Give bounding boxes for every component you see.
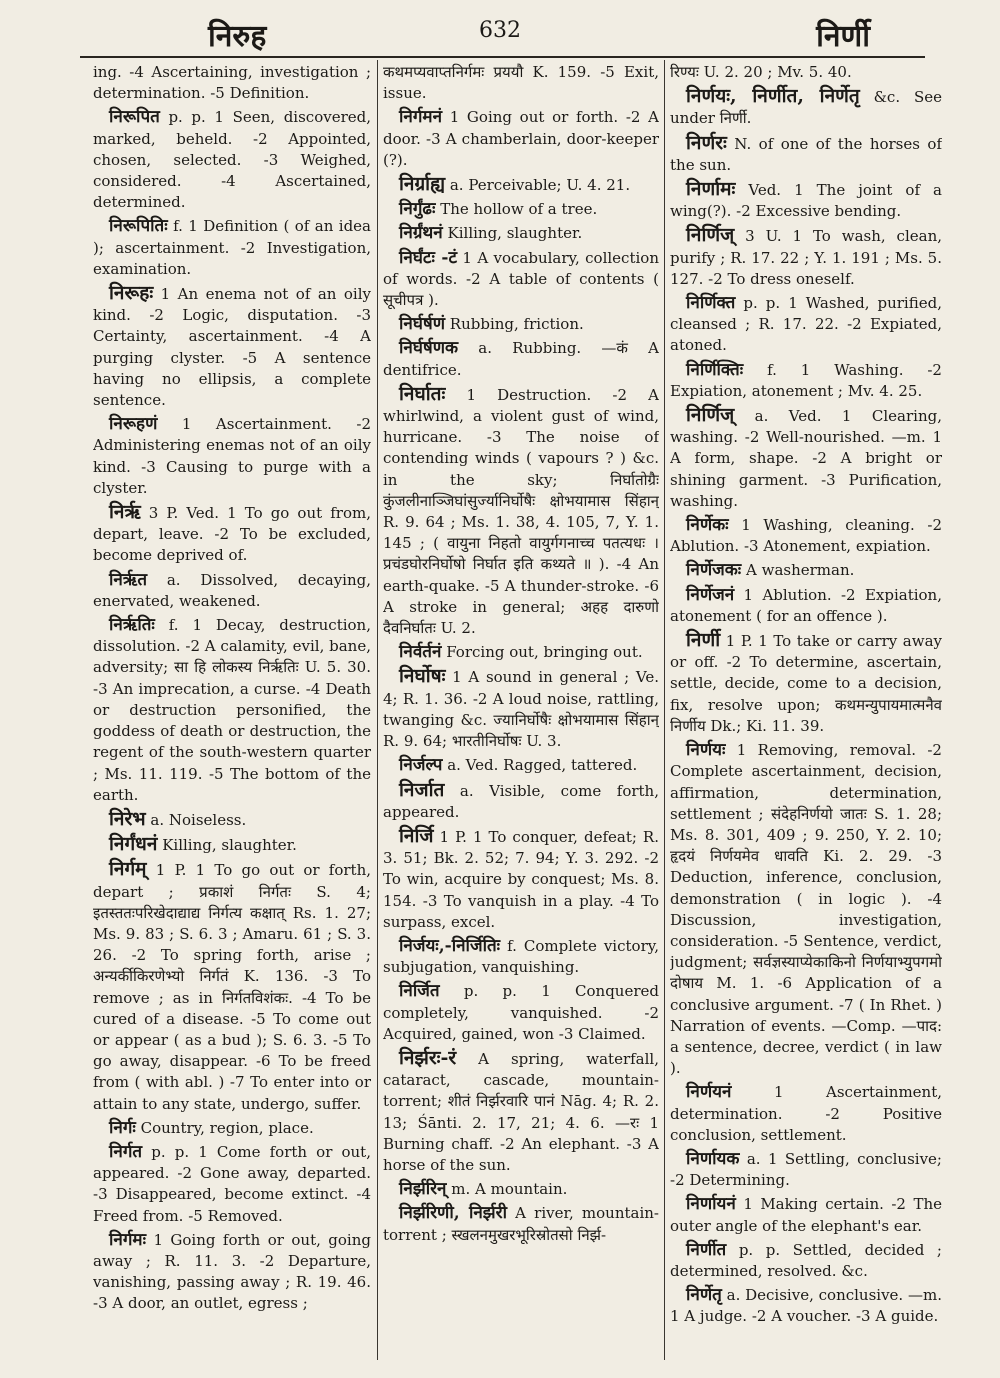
entry-definition: f. 1 Washing. -2 Expiation, atonement ; Mv. 4. 25.: [670, 360, 942, 400]
dictionary-entry: [670, 515, 942, 557]
column-divider: [664, 60, 665, 1360]
dictionary-entry: [670, 293, 942, 357]
dictionary-entry: [383, 666, 659, 752]
dictionary-entry: [383, 755, 659, 776]
dictionary-entry: [383, 384, 659, 639]
entry-headword: निर्णायक: [686, 1148, 740, 1169]
entry-definition: A river, mountain-torrent ; स्खलनमुखरभूरिस्रोतसो निर्झ-: [383, 1204, 659, 1244]
entry-headword: निर्जल्प: [399, 755, 443, 776]
entry-headword: निर्झरिन्: [399, 1179, 447, 1200]
dictionary-entry: [670, 62, 942, 83]
entry-headword: निर्जयः,-निर्जितिः: [399, 935, 501, 956]
dictionary-entry: [383, 826, 659, 933]
dictionary-entry: [383, 1048, 659, 1176]
dictionary-entry: [93, 809, 371, 831]
entry-headword: निर्जि: [399, 824, 434, 847]
dictionary-entry: [670, 630, 942, 737]
dictionary-entry: [93, 859, 371, 1114]
dictionary-column-3: [670, 62, 942, 1352]
entry-headword: निरेभ: [109, 807, 146, 830]
entry-definition: कथमप्यवाप्तनिर्गमः प्रययौ K. 159. -5 Exit, issue.: [383, 63, 659, 103]
entry-definition: p. p. 1 Seen, discovered, marked, beheld. -2 Appointed, chosen, selected. -3 Weighed, considered. -4 Ascertained, determined.: [93, 108, 371, 212]
entry-headword: निर्घातः: [399, 382, 446, 405]
entry-headword: निर्णयनं: [686, 1082, 732, 1103]
entry-definition: 1 Making certain. -2 The outer angle of the elephant's ear.: [670, 1195, 942, 1235]
dictionary-entry: [383, 780, 659, 823]
entry-definition: a. Visible, come forth, appeared.: [383, 781, 659, 821]
dictionary-column-2: [383, 62, 659, 1352]
dictionary-entry: [383, 1203, 659, 1245]
dictionary-column-1: [93, 62, 371, 1352]
dictionary-entry: [670, 86, 942, 129]
entry-headword: निर्ऋत: [109, 569, 148, 590]
dictionary-entry: [383, 199, 659, 220]
dictionary-entry: [670, 1149, 942, 1191]
entry-definition: Forcing out, bringing out.: [446, 643, 643, 662]
dictionary-entry: [670, 179, 942, 222]
entry-headword: निर्णरः: [686, 131, 727, 154]
entry-definition: ing. -4 Ascertaining, investigation ; determination. -5 Definition.: [93, 63, 371, 103]
entry-headword: निर्घर्षणं: [399, 314, 446, 335]
dictionary-entry: [93, 216, 371, 280]
dictionary-entry: [383, 107, 659, 171]
entry-definition: 1 P. 1 To go out or forth, depart ; प्रकाशं निर्गतः S. 4; इतस्ततःपरिखेदाद्याद्य निर्गत्य कक्षात् Rs. 1. 27; Ms. 9. 83 ; S. 6. 3 ; Amaru. 61 ; S. 3. 26. -2 To spring forth, arise ; अन्यर्कीकिरणेभ्यो निर्गतं K. 136. -3 To remove ; as in निर्गतविशंकः. -4 To be cured of a disease. -5 To come out or appear ( as a bud ); S. 6. 3. -5 To go away, disappear. -6 To be freed from ( with abl. ) -7 To enter into or attain to any state, undergo, suffer.: [93, 861, 371, 1113]
entry-definition: 1 P. 1 To conquer, defeat; R. 3. 51; Bk. 2. 52; 7. 94; Y. 3. 292. -2 To win, acquire by conquest; Ms. 8. 154. -3 To vanquish in a play. -4 To surpass, excel.: [383, 827, 659, 931]
entry-definition: p. p. 1 Conquered completely, vanquished. -2 Acquired, gained, won -3 Claimed.: [383, 982, 659, 1043]
dictionary-entry: [670, 133, 942, 176]
right-running-headword: निर्णी: [816, 19, 870, 54]
entry-headword: निर्जित: [399, 981, 440, 1002]
dictionary-entry: [383, 314, 659, 335]
dictionary-entry: [670, 560, 942, 581]
entry-headword: निरूपितिः: [109, 216, 168, 237]
entry-headword: निर्णिक्तिः: [686, 359, 744, 380]
dictionary-entry: [93, 1230, 371, 1315]
entry-definition: 1 Washing, cleaning. -2 Ablution. -3 Atonement, expiation.: [670, 516, 942, 556]
dictionary-entry: [383, 223, 659, 244]
dictionary-entry: [670, 585, 942, 627]
left-running-headword: निरुह: [208, 19, 267, 54]
entry-definition: The hollow of a tree.: [440, 200, 598, 219]
dictionary-entry: [93, 1142, 371, 1227]
dictionary-entry: [93, 62, 371, 104]
dictionary-entry: [93, 107, 371, 213]
entry-definition: m. A mountain.: [451, 1180, 568, 1199]
entry-definition: p. p. 1 Washed, purified, cleansed ; R. 17. 22. -2 Expiated, atoned.: [670, 294, 942, 355]
entry-definition: a. Ved. Ragged, tattered.: [447, 756, 638, 775]
entry-headword: निर्झरिणी, निर्झरी: [399, 1203, 508, 1224]
entry-definition: 1 An enema not of an oily kind. -2 Logic, disputation. -3 Certainty, ascertainment. -4 A purging clyster. -5 A sentence having no ellipsis, a complete sentence.: [93, 285, 371, 410]
dictionary-entry: [93, 1118, 371, 1139]
dictionary-entry: [383, 936, 659, 978]
entry-definition: 1 Ascertainment. -2 Administering enemas not of an oily kind. -3 Causing to purge with a clyster.: [93, 415, 371, 497]
entry-definition: 3 P. Ved. 1 To go out from, depart, leave. -2 To be excluded, become deprived of.: [93, 504, 371, 565]
entry-headword: निर्णीत: [686, 1239, 727, 1260]
entry-headword: निर्णयः: [686, 740, 726, 761]
entry-definition: a. Dissolved, decaying, enervated, weakened.: [93, 570, 371, 610]
entry-headword: निर्घंटः -टं: [399, 247, 458, 268]
entry-headword: निरूहः: [109, 282, 154, 305]
entry-headword: निर्गंधनं: [109, 833, 158, 856]
page-header: [70, 14, 930, 58]
entry-definition: a. Decisive, conclusive. —m. 1 A judge. -2 A voucher. -3 A guide.: [670, 1286, 942, 1326]
entry-definition: Rubbing, friction.: [449, 315, 584, 334]
entry-definition: 3 U. 1 To wash, clean, purify ; R. 17. 22 ; Y. 1. 191 ; Ms. 5. 127. -2 To dress oneself.: [670, 227, 942, 288]
entry-headword: निर्णिज्: [686, 224, 735, 247]
entry-headword: निर्गुंढः: [399, 199, 436, 220]
page-number: 632: [479, 18, 521, 43]
entry-definition: a. Rubbing. —कं A dentifrice.: [383, 339, 659, 379]
entry-definition: &c. See under निर्णी.: [670, 88, 942, 128]
dictionary-entry: [670, 360, 942, 402]
entry-definition: 1 Destruction. -2 A whirlwind, a violent gust of wind, hurricane. -3 The noise of contending winds ( vapours ? ) &c. in the sky; निर्घातोग्रैः कुंजलीनाञ्जिघांसुर्ज्यानिर्घोषैः क्षोभयामास सिंहान् R. 9. 64 ; Ms. 1. 38, 4. 105, 7, Y. 1. 145 ; ( वायुना निहतो वायुर्गगनाच्च पतत्यधः । प्रचंडघोरनिर्घोषो निर्घात इति कथ्यते ॥ ). -4 An earth-quake. -5 A thunder-stroke. -6 A stroke in general; अहह दारुणो दैवनिर्घातः U. 2.: [383, 385, 659, 638]
entry-definition: f. 1 Definition ( of an idea ); ascertainment. -2 Investigation, examination.: [93, 217, 371, 278]
entry-definition: A spring, waterfall, cataract, cascade, mountain-torrent; शीतं निर्झरवारि पानं Nāg. 4; R. 2. 13; Śānti. 2. 17, 21; 4. 6. —रः 1 Burning chaff. -2 An elephant. -3 A horse of the sun.: [383, 1049, 659, 1174]
dictionary-entry: [93, 414, 371, 499]
entry-definition: a. Noiseless.: [150, 810, 247, 829]
entry-definition: a. 1 Settling, conclusive; -2 Determining.: [670, 1149, 942, 1190]
entry-definition: 1 A sound in general ; Ve. 4; R. 1. 36. -2 A loud noise, rattling, twanging &c. ज्यानिर्घोषैः क्षोभयामास सिंहान् R. 9. 64; भारतीनिर्घोषः U. 3.: [383, 668, 659, 751]
entry-definition: Ved. 1 The joint of a wing(?). -2 Excessive bending.: [670, 181, 942, 221]
dictionary-entry: [383, 338, 659, 380]
dictionary-entry: [670, 1082, 942, 1146]
entry-headword: निर्गम्: [109, 858, 147, 881]
entry-definition: रिण्यः U. 2. 20 ; Mv. 5. 40.: [670, 63, 852, 81]
entry-definition: a. Ved. 1 Clearing, washing. -2 Well-nourished. —m. 1 A form, shape. -2 A bright or shining garment. -3 Purification, washing.: [670, 407, 942, 510]
entry-headword: निर्ऋतिः: [109, 615, 155, 636]
dictionary-entry: [93, 502, 371, 567]
dictionary-entry: [93, 570, 371, 612]
entry-headword: निर्णेजनं: [686, 584, 735, 605]
entry-headword: निर्ग्रंथनं: [399, 223, 443, 244]
entry-definition: Killing, slaughter.: [447, 224, 583, 243]
dictionary-entry: [383, 174, 659, 196]
entry-headword: निर्गमनं: [399, 107, 443, 128]
entry-headword: निर्णी: [686, 629, 721, 652]
dictionary-entry: [93, 283, 371, 411]
entry-headword: निर्घोषः: [399, 665, 446, 688]
dictionary-entry: [383, 981, 659, 1045]
entry-headword: निर्णेजकः: [686, 560, 742, 581]
entry-headword: निर्झरः-रं: [399, 1046, 457, 1069]
dictionary-entry: [93, 615, 371, 806]
entry-definition: 1 Going out or forth. -2 A door. -3 A chamberlain, door-keeper (?).: [383, 108, 659, 169]
entry-definition: 1 Ablution. -2 Expiation, atonement ( for an offence ).: [670, 585, 942, 625]
dictionary-entry: [383, 62, 659, 104]
entry-definition: a. Perceivable; U. 4. 21.: [449, 176, 631, 195]
entry-headword: निर्णायनं: [686, 1194, 736, 1215]
entry-definition: 1 Ascertainment, determination. -2 Positive conclusion, settlement.: [670, 1083, 942, 1144]
entry-headword: निर्णेतृ: [686, 1285, 722, 1306]
entry-headword: निर्घर्षणक: [399, 338, 459, 359]
entry-definition: f. Complete victory, subjugation, vanquishing.: [383, 936, 659, 977]
dictionary-entry: [383, 1179, 659, 1200]
entry-definition: 1 Going forth or out, going away ; R. 11. 3. -2 Departure, vanishing, passing away ; R. 19. 46. -3 A door, an outlet, egress ;: [93, 1230, 371, 1313]
entry-definition: Country, region, place.: [140, 1118, 314, 1137]
dictionary-entry: [670, 1240, 942, 1282]
entry-headword: निर्णिज्: [686, 404, 735, 427]
entry-definition: 1 A vocabulary, collection of words. -2 A table of contents ( सूचीपत्र ).: [383, 248, 659, 310]
entry-definition: 1 P. 1 To take or carry away or off. -2 To determine, ascertain, settle, decide, come to a decision, fix, resolve upon; कथमन्युपायमात्मनैव निर्णीय Dk.; Ki. 11. 39.: [670, 632, 942, 735]
entry-definition: Killing, slaughter.: [162, 836, 297, 855]
entry-definition: 1 Removing, removal. -2 Complete ascertainment, decision, affirmation, determination, settlement ; संदेहनिर्णयो जातः S. 1. 28; Ms. 8. 301, 409 ; 9. 250, Y. 2. 10; हृदयं निर्णयमेव धावति Ki. 2. 29. -3 Deduction, inference, conclusion, demonstration ( in logic ). -4 Discussion, investigation, consideration. -5 Sentence, verdict, judgment; सर्वज्ञस्याप्येकाकिनो निर्णयाभ्युपगमो दोषाय M. 1. -6 Application of a conclusive argument. -7 ( In Rhet. ) Narration of events. —Comp. —पाद: a sentence, decree, verdict ( in law ).: [670, 741, 942, 1078]
dictionary-entry: [670, 1194, 942, 1236]
dictionary-entry: [383, 642, 659, 663]
dictionary-entry: [670, 405, 942, 512]
header-rule: [80, 56, 925, 58]
column-divider: [377, 60, 378, 1360]
entry-headword: निर्गत: [109, 1141, 143, 1162]
entry-headword: निर्णिक्त: [686, 293, 736, 314]
entry-definition: p. p. Settled, decided ; determined, resolved. &c.: [670, 1240, 942, 1280]
entry-definition: A washerman.: [746, 561, 855, 580]
entry-headword: निर्जात: [399, 778, 445, 801]
entry-headword: निर्णयः, निर्णीत, निर्णेतृ: [686, 85, 860, 108]
entry-definition: f. 1 Decay, destruction, dissolution. -2 A calamity, evil, bane, adversity; सा हि लोकस्य निर्ऋतिः U. 5. 30. -3 An imprecation, a curse. -4 Death or destruction personified, the goddess of death or destruction, the regent of the south-western quarter ; Ms. 11. 119. -5 The bottom of the earth.: [93, 616, 371, 804]
entry-headword: निर्णामः: [686, 178, 736, 201]
entry-headword: निर्गमः: [109, 1229, 147, 1250]
entry-headword: निर्णेकः: [686, 515, 729, 536]
entry-headword: निरूपित: [109, 107, 160, 128]
dictionary-entry: [670, 225, 942, 290]
entry-definition: N. of one of the horses of the sun.: [670, 134, 942, 174]
dictionary-entry: [670, 740, 942, 1079]
entry-headword: निर्ऋ: [109, 501, 141, 524]
dictionary-entry: [383, 248, 659, 312]
dictionary-entry: [670, 1285, 942, 1327]
entry-headword: निर्गः: [109, 1117, 136, 1138]
entry-headword: निरूहणं: [109, 414, 158, 435]
entry-definition: p. p. 1 Come forth or out, appeared. -2 Gone away, departed. -3 Disappeared, become extinct. -4 Freed from. -5 Removed.: [93, 1142, 371, 1225]
entry-headword: निर्वर्तनं: [399, 642, 442, 663]
entry-headword: निर्ग्राह्य: [399, 173, 446, 196]
dictionary-entry: [93, 834, 371, 856]
